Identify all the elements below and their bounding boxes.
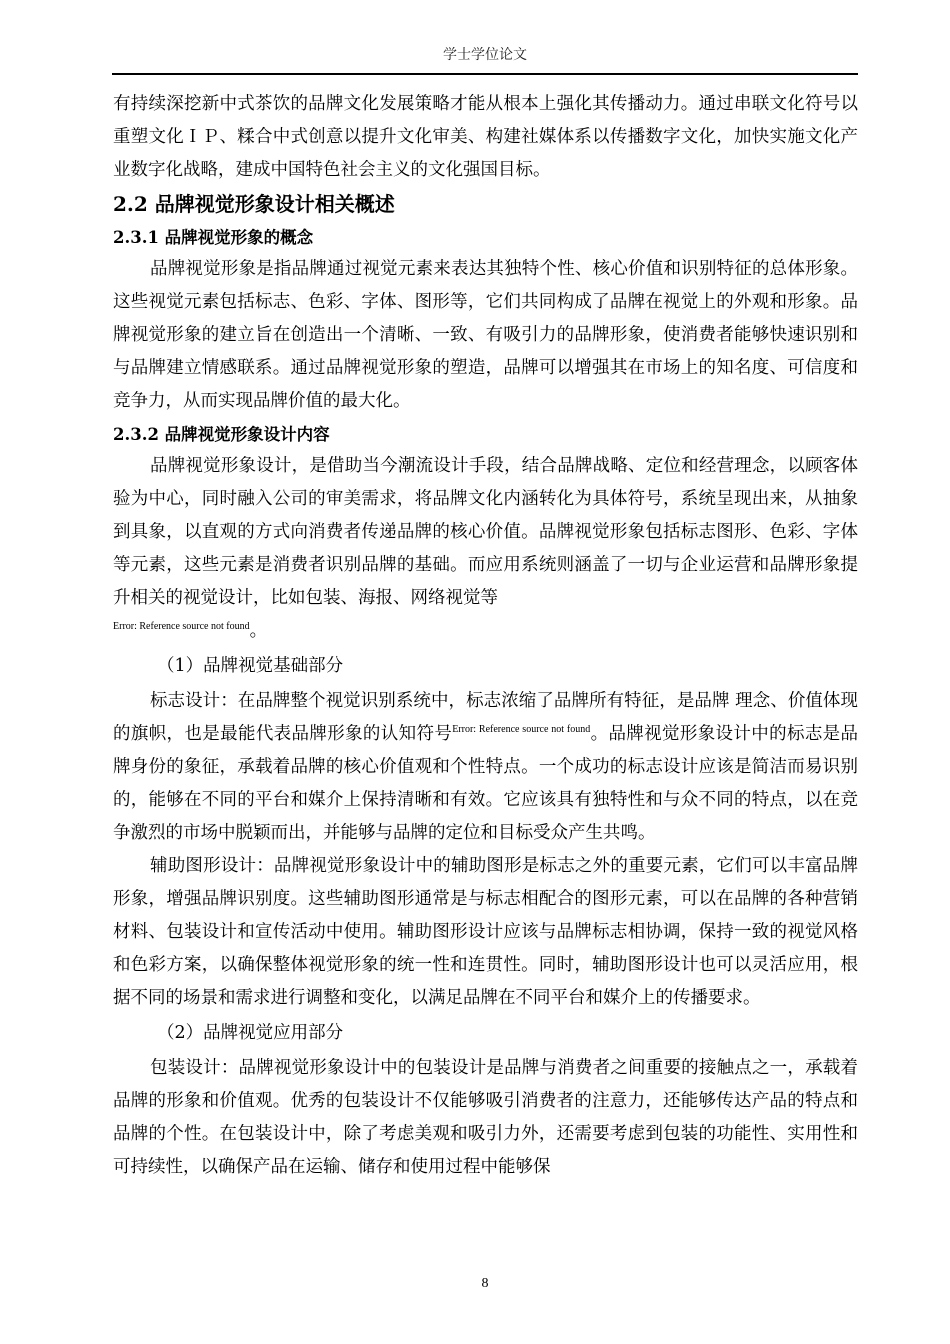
paragraph-auxiliary-graphics: 辅助图形设计：品牌视觉形象设计中的辅助图形是标志之外的重要元素，它们可以丰富品牌形象，增强品牌识别度。这些辅助图形通常是与标志相配合的图形元素，可以在品牌的各种营销材料、包装设计和宣传活动中使用。辅助图形设计应该与品牌标志相协调，保持一致的视觉风格和色彩方案，以确保整体视觉形象的统一性和连贯性。同时，辅助图形设计也可以灵活应用，根据不同的场景和需求进行调整和变化，以满足品牌在不同平台和媒介上的传播要求。	[113, 856, 858, 1008]
paragraph-logo-design	[113, 685, 858, 850]
page-body	[113, 88, 858, 1184]
subsection-heading-2-3-1: 2.3.1 品牌视觉形象的概念	[113, 228, 314, 247]
paragraph-logo-text-a: 标志设计：在品牌整个视觉识别系统中，标志浓缩了品牌所有特征，是品牌 理念、价值体现的旗帜，也是最能代表品牌形象的认知符号	[113, 691, 858, 744]
paragraph-logo-text-b: 。品牌视觉形象设计中的标志是品牌身份的象征，承载着品牌的核心价值观和个性特点。一个成功的标志设计应该是简洁而易识别的，能够在不同的平台和媒介上保持清晰和有效。它应该具有独特性和与众不同的特点，以在竞争激烈的市场中脱颖而出，并能够与品牌的定位和目标受众产生共鸣。	[113, 724, 859, 843]
header-rule	[112, 73, 858, 75]
paragraph-packaging: 包装设计：品牌视觉形象设计中的包装设计是品牌与消费者之间重要的接触点之一，承载着品牌的形象和价值观。优秀的包装设计不仅能够吸引消费者的注意力，还能够传达产品的特点和品牌的个性。在包装设计中，除了考虑美观和吸引力外，还需要考虑到包装的功能性、实用性和可持续性，以确保产品在运输、储存和使用过程中能够保	[113, 1058, 858, 1177]
paragraph-design-content-end: 。	[249, 621, 268, 641]
paragraph-intro: 有持续深挖新中式茶饮的品牌文化发展策略才能从根本上强化其传播动力。通过串联文化符号以重塑文化ＩＰ、糅合中式创意以提升文化审美、构建社媒体系以传播数字文化，加快实施文化产业数字化战略，建成中国特色社会主义的文化强国目标。	[113, 94, 858, 180]
reference-error-1: Error: Reference source not found	[113, 621, 250, 633]
list-heading-basic: （1）品牌视觉基础部分	[157, 656, 344, 676]
section-heading-2-2: 2.2 品牌视觉形象设计相关概述	[113, 192, 395, 216]
running-header: 学士学位论文	[443, 47, 527, 63]
paragraph-design-content-text: 品牌视觉形象设计，是借助当今潮流设计手段，结合品牌战略、定位和经营理念，以顾客体验为中心，同时融入公司的审美需求，将品牌文化内涵转化为具体符号，系统呈现出来，从抽象到具象，以直观的方式向消费者传递品牌的核心价值。品牌视觉形象包括标志图形、色彩、字体等元素，这些元素是消费者识别品牌的基础。而应用系统则涵盖了一切与企业运营和品牌形象提升相关的视觉设计，比如包装、海报、网络视觉等	[113, 456, 858, 608]
subsection-heading-2-3-2: 2.3.2 品牌视觉形象设计内容	[113, 425, 330, 444]
reference-error-2: Error: Reference source not found	[452, 724, 591, 736]
page-number: 8	[481, 1276, 489, 1291]
paragraph-design-content	[113, 450, 858, 648]
paragraph-concept: 品牌视觉形象是指品牌通过视觉元素来表达其独特个性、核心价值和识别特征的总体形象。这些视觉元素包括标志、色彩、字体、图形等，它们共同构成了品牌在视觉上的外观和形象。品牌视觉形象的建立旨在创造出一个清晰、一致、有吸引力的品牌形象，使消费者能够快速识别和与品牌建立情感联系。通过品牌视觉形象的塑造，品牌可以增强其在市场上的知名度、可信度和竞争力，从而实现品牌价值的最大化。	[113, 259, 858, 411]
list-heading-application: （2）品牌视觉应用部分	[157, 1023, 344, 1043]
